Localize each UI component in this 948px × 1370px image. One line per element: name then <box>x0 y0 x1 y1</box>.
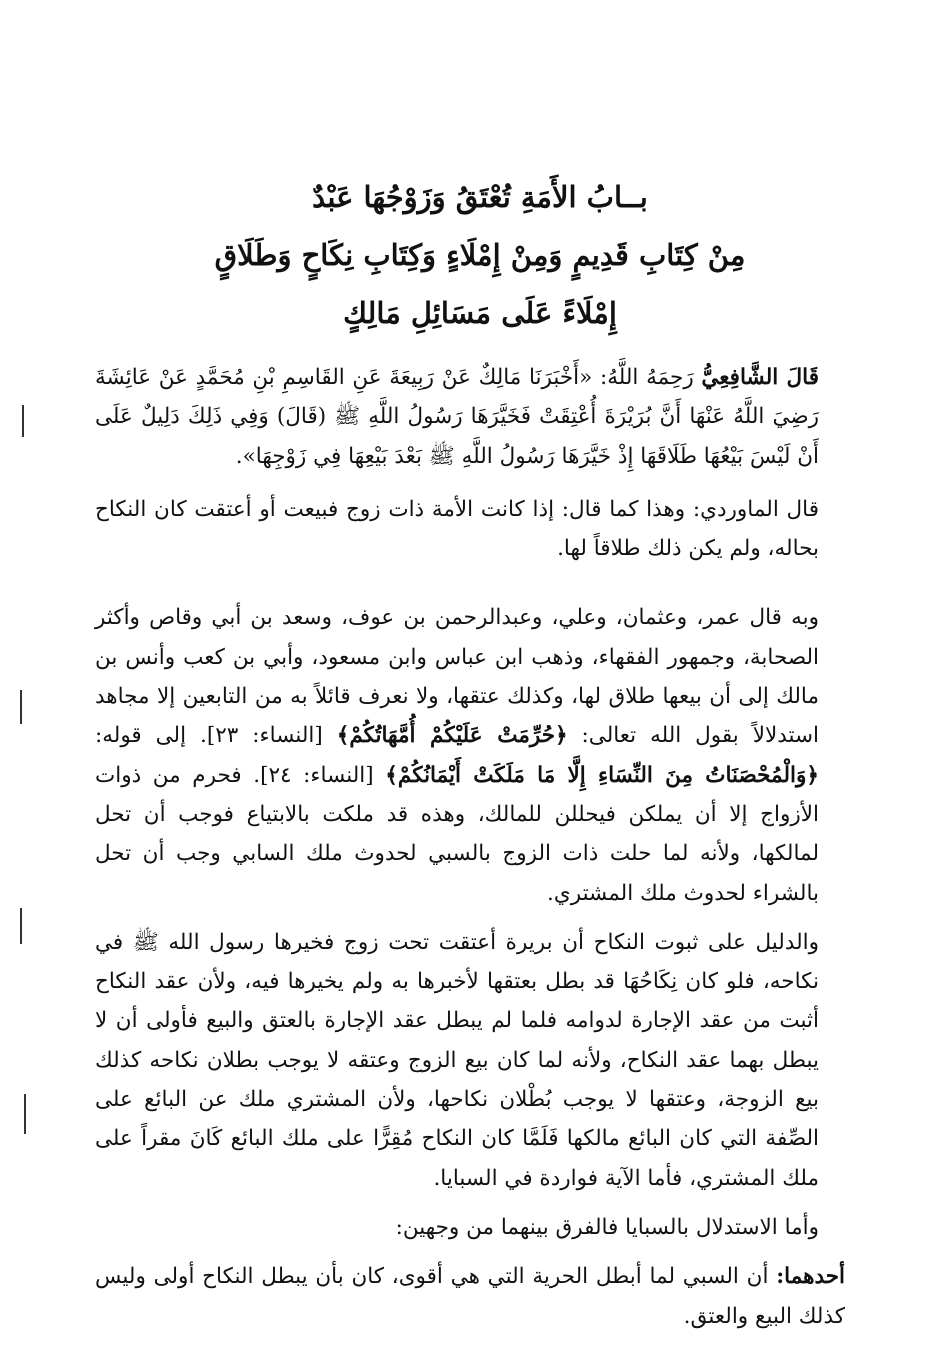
title-line-2: مِنْ كِتَابِ قَدِيمٍ وَمِنْ إِمْلَاءٍ وَكِتَابِ نِكَاحٍ وَطَلَاقٍ <box>214 238 746 272</box>
paragraph-text: [النساء: ٢٤]. فحرم من ذوات الأزواج إلا أن يملكن فيحللن للمالك، وهذه قد ملكت بالابتياع فوجب أن تحل لمالكها، ولأنه لما حلت ذات الزوج بالسبي لحدوث ملك السابي وجب أن تحل بالشراء لحدوث ملك المشتري. <box>95 762 819 906</box>
quran-verse: ﴿وَالْمُحْصَنَاتُ مِنَ النِّسَاءِ إِلَّا مَا مَلَكَتْ أَيْمَانُكُمْ﴾ <box>385 762 819 788</box>
quran-verse: ﴿حُرِّمَتْ عَلَيْكُمْ أُمَّهَاتُكُمْ﴾ <box>336 723 568 749</box>
paragraph-text: أن السبي لما أبطل الحرية التي هي أقوى، كان بأن يبطل النكاح أولى وليس كذلك البيع والعتق. <box>95 1264 845 1329</box>
verse-reference: [النساء: ٢٣]. إلى قوله: <box>95 723 323 749</box>
speaker-label: قَالَ الشَّافِعِيُّ <box>701 365 819 390</box>
chapter-title <box>180 168 780 342</box>
margin-mark <box>22 405 24 437</box>
aspect-label: أحدهما: <box>776 1264 846 1290</box>
paragraph-text: وأما الاستدلال بالسبايا فالفرق بينهما من وجهين: <box>395 1214 819 1240</box>
margin-mark <box>24 1094 26 1134</box>
margin-mark <box>20 908 22 944</box>
main-text <box>95 358 845 1336</box>
paragraph-shafii-quote <box>95 358 845 476</box>
margin-mark <box>20 690 22 724</box>
paragraph-mawardi <box>95 490 845 569</box>
title-line-3: إِمْلَاءً عَلَى مَسَائِلِ مَالِكٍ <box>343 296 617 330</box>
title-line-1: بــابُ الأَمَةِ تُعْتَقُ وَزَوْجُهَا عَبْدٌ <box>312 180 648 214</box>
paragraph-first-aspect <box>95 1257 845 1336</box>
paragraph-opinions <box>95 598 845 912</box>
paragraph-text: والدليل على ثبوت النكاح أن بريرة أعتقت تحت زوج فخيرها رسول الله ﷺ في نكاحه، فلو كان نِكَاحُهَا قد بطل بعتقها لأخبرها به ولم يخيرها فيه، ولأن عقد النكاح أثبت من عقد الإجارة لدوامه فلما لم يبطل عقد الإجارة بالعتق والبيع فأولى أن لا يبطل بهما عقد النكاح، ولأنه لما كان بيع الزوج وعتقه لا يوجب بطلان نكاحه كذلك بيع الزوجة، وعتقها لا يوجب بُطْلان نكاحها، ولأن المشتري ملك عن البائع على الصِّفة التي كان البائع مالكها فَلَمَّا كان النكاح مُقِرًّا على ملك البائع كَانَ مقراً على ملك المشتري، فأما الآية فواردة في السبايا. <box>95 929 819 1191</box>
paragraph-text: رَحِمَهُ اللَّهُ: «أَخْبَرَنَا مَالِكٌ عَنْ رَبِيعَةَ عَنِ القَاسِمِ بْنِ مُحَمَّدٍ عَنْ عَائِشَةَ رَضِيَ اللَّهُ عَنْهَا أَنَّ بُرَيْرَةَ أُعْتِقَتْ فَخَيَّرَهَا رَسُولُ اللَّهِ ﷺ (قَالَ) وَفِي ذَلِكَ دَلِيلٌ عَلَى أَنْ لَيْسَ بَيْعُهَا طَلَاقَهَا إِذْ خَيَّرَهَا رَسُولُ اللَّهِ ﷺ بَعْدَ بَيْعِهَا فِي زَوْجِهَا». <box>95 365 819 469</box>
paragraph-evidence <box>95 923 845 1198</box>
paragraph-text: قال الماوردي: وهذا كما قال: إذا كانت الأمة ذات زوج فبيعت أو أعتقت كان النكاح بحاله، ولم يكن ذلك طلاقاً لها. <box>95 496 819 562</box>
paragraph-text: وبه قال عمر، وعثمان، وعلي، وعبدالرحمن بن عوف، وسعد بن أبي وقاص وأكثر الصحابة، وجمهور الفقهاء، وذهب ابن عباس وابن مسعود، وأبي بن كعب وأنس بن مالك إلى أن بيعها طلاق لها، وكذلك عتقها، ولا نعرف قائلاً به من التابعين إلا مجاهد استدلالاً بقول الله تعالى: <box>95 605 819 749</box>
paragraph-captives <box>95 1208 845 1247</box>
